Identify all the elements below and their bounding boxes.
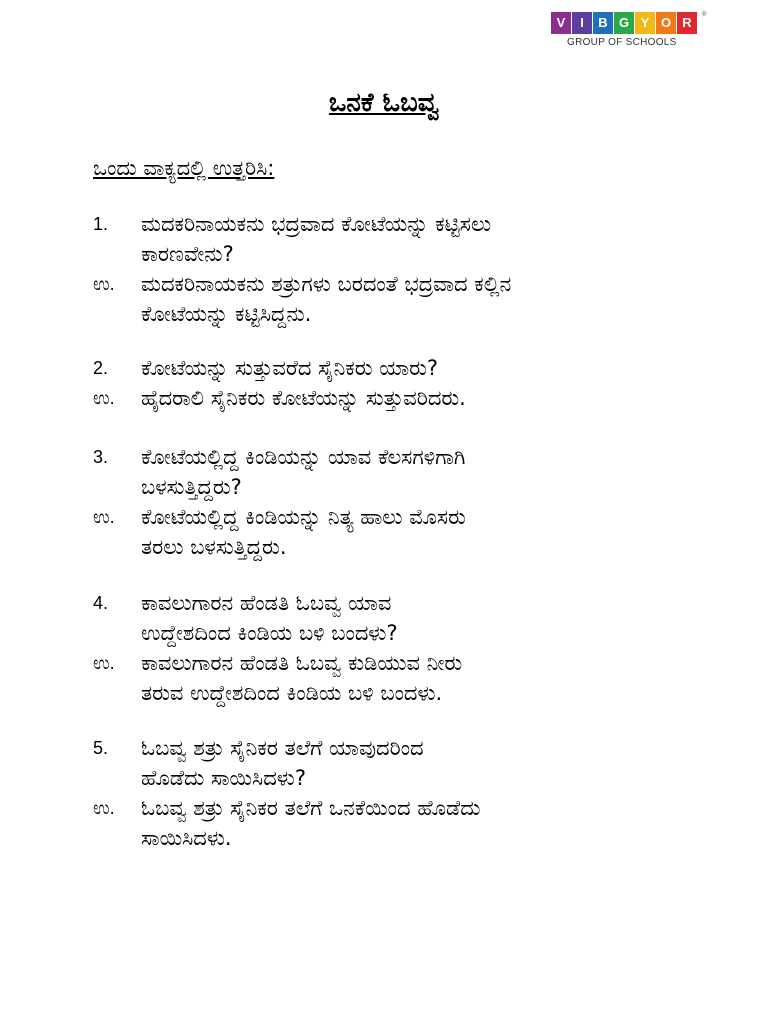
qa-item xyxy=(93,733,733,853)
question-line xyxy=(93,588,733,618)
question-line xyxy=(93,618,733,648)
answer-label: ಉ. xyxy=(93,653,115,673)
question-number: 2. xyxy=(93,358,109,378)
question-text: ಉದ್ದೇಶದಿಂದ ಕಿಂಡಿಯ ಬಳಿ ಬಂದಳು? xyxy=(141,621,398,645)
qa-item xyxy=(93,588,733,708)
question-line xyxy=(93,353,733,383)
logo-letter: B xyxy=(593,12,613,34)
answer-line xyxy=(93,383,733,413)
logo-letter: I xyxy=(572,12,592,34)
question-text: ಕಾರಣವೇನು? xyxy=(141,242,234,266)
answer-label: ಉ. xyxy=(93,388,115,408)
logo-letter: V xyxy=(551,12,571,34)
page-title: ಒನಕೆ ಓಬವ್ವ xyxy=(328,88,440,118)
registered-mark: ® xyxy=(702,12,707,18)
question-text: ಕೋಟೆಯನ್ನು ಸುತ್ತುವರೆದ ಸೈನಿಕರು ಯಾರು? xyxy=(141,356,439,380)
answer-text: ಹೈದರಾಲಿ ಸೈನಿಕರು ಕೋಟೆಯನ್ನು ಸುತ್ತುವರಿದರು. xyxy=(141,386,466,410)
qa-item xyxy=(93,442,733,562)
answer-label: ಉ. xyxy=(93,507,115,527)
question-text: ಮದಕರಿನಾಯಕನು ಭದ್ರವಾದ ಕೋಟೆಯನ್ನು ಕಟ್ಟಿಸಲು xyxy=(141,212,492,236)
answer-line xyxy=(93,269,733,299)
logo-letter: G xyxy=(614,12,634,34)
answer-text: ಕೋಟೆಯನ್ನು ಕಟ್ಟಿಸಿದ್ದನು. xyxy=(141,302,312,326)
logo-subtitle: GROUP OF SCHOOLS xyxy=(567,37,677,48)
answer-line xyxy=(93,678,733,708)
question-number: 4. xyxy=(93,593,109,613)
answer-line xyxy=(93,502,733,532)
question-line xyxy=(93,239,733,269)
question-line xyxy=(93,442,733,472)
answer-line xyxy=(93,299,733,329)
question-text: ಓಬವ್ವ ಶತ್ರು ಸೈನಿಕರ ತಲೆಗೆ ಯಾವುದರಿಂದ xyxy=(141,736,424,760)
vibgyor-logo xyxy=(551,12,711,48)
question-line xyxy=(93,763,733,793)
logo-letter: Y xyxy=(635,12,655,34)
question-text: ಕಾವಲುಗಾರನ ಹೆಂಡತಿ ಓಬವ್ವ ಯಾವ xyxy=(141,591,392,615)
question-line xyxy=(93,209,733,239)
qa-item xyxy=(93,353,733,413)
question-text: ಹೊಡೆದು ಸಾಯಿಸಿದಳು? xyxy=(141,766,306,790)
logo-letters xyxy=(551,12,711,34)
answer-text: ತರುವ ಉದ್ದೇಶದಿಂದ ಕಿಂಡಿಯ ಬಳಿ ಬಂದಳು. xyxy=(141,681,443,705)
answer-line xyxy=(93,648,733,678)
answer-label: ಉ. xyxy=(93,274,115,294)
answer-text: ಸಾಯಿಸಿದಳು. xyxy=(141,826,232,850)
answer-line xyxy=(93,793,733,823)
question-number: 5. xyxy=(93,738,109,758)
answer-line xyxy=(93,823,733,853)
answer-text: ತರಲು ಬಳಸುತ್ತಿದ್ದರು. xyxy=(141,535,287,559)
answer-text: ಮದಕರಿನಾಯಕನು ಶತ್ರುಗಳು ಬರದಂತೆ ಭದ್ರವಾದ ಕಲ್ಲಿನ xyxy=(141,272,512,296)
answer-text: ಓಬವ್ವ ಶತ್ರು ಸೈನಿಕರ ತಲೆಗೆ ಒನಕೆಯಿಂದ ಹೊಡೆದು xyxy=(141,796,481,820)
question-text: ಬಳಸುತ್ತಿದ್ದರು? xyxy=(141,475,242,499)
question-line xyxy=(93,472,733,502)
qa-item xyxy=(93,209,733,329)
question-line xyxy=(93,733,733,763)
question-number: 1. xyxy=(93,214,109,234)
question-text: ಕೋಟೆಯಲ್ಲಿದ್ದ ಕಿಂಡಿಯನ್ನು ಯಾವ ಕೆಲಸಗಳಿಗಾಗಿ xyxy=(141,445,466,469)
section-instruction: ಒಂದು ವಾಕ್ಯದಲ್ಲಿ ಉತ್ತರಿಸಿ: xyxy=(93,156,275,180)
question-number: 3. xyxy=(93,447,109,467)
answer-text: ಕಾವಲುಗಾರನ ಹೆಂಡತಿ ಓಬವ್ವ ಕುಡಿಯುವ ನೀರು xyxy=(141,651,463,675)
answer-line xyxy=(93,532,733,562)
answer-text: ಕೋಟೆಯಲ್ಲಿದ್ದ ಕಿಂಡಿಯನ್ನು ನಿತ್ಯ ಹಾಲು ಮೊಸರು xyxy=(141,505,466,529)
answer-label: ಉ. xyxy=(93,798,115,818)
logo-letter: O xyxy=(656,12,676,34)
logo-letter: R xyxy=(677,12,697,34)
